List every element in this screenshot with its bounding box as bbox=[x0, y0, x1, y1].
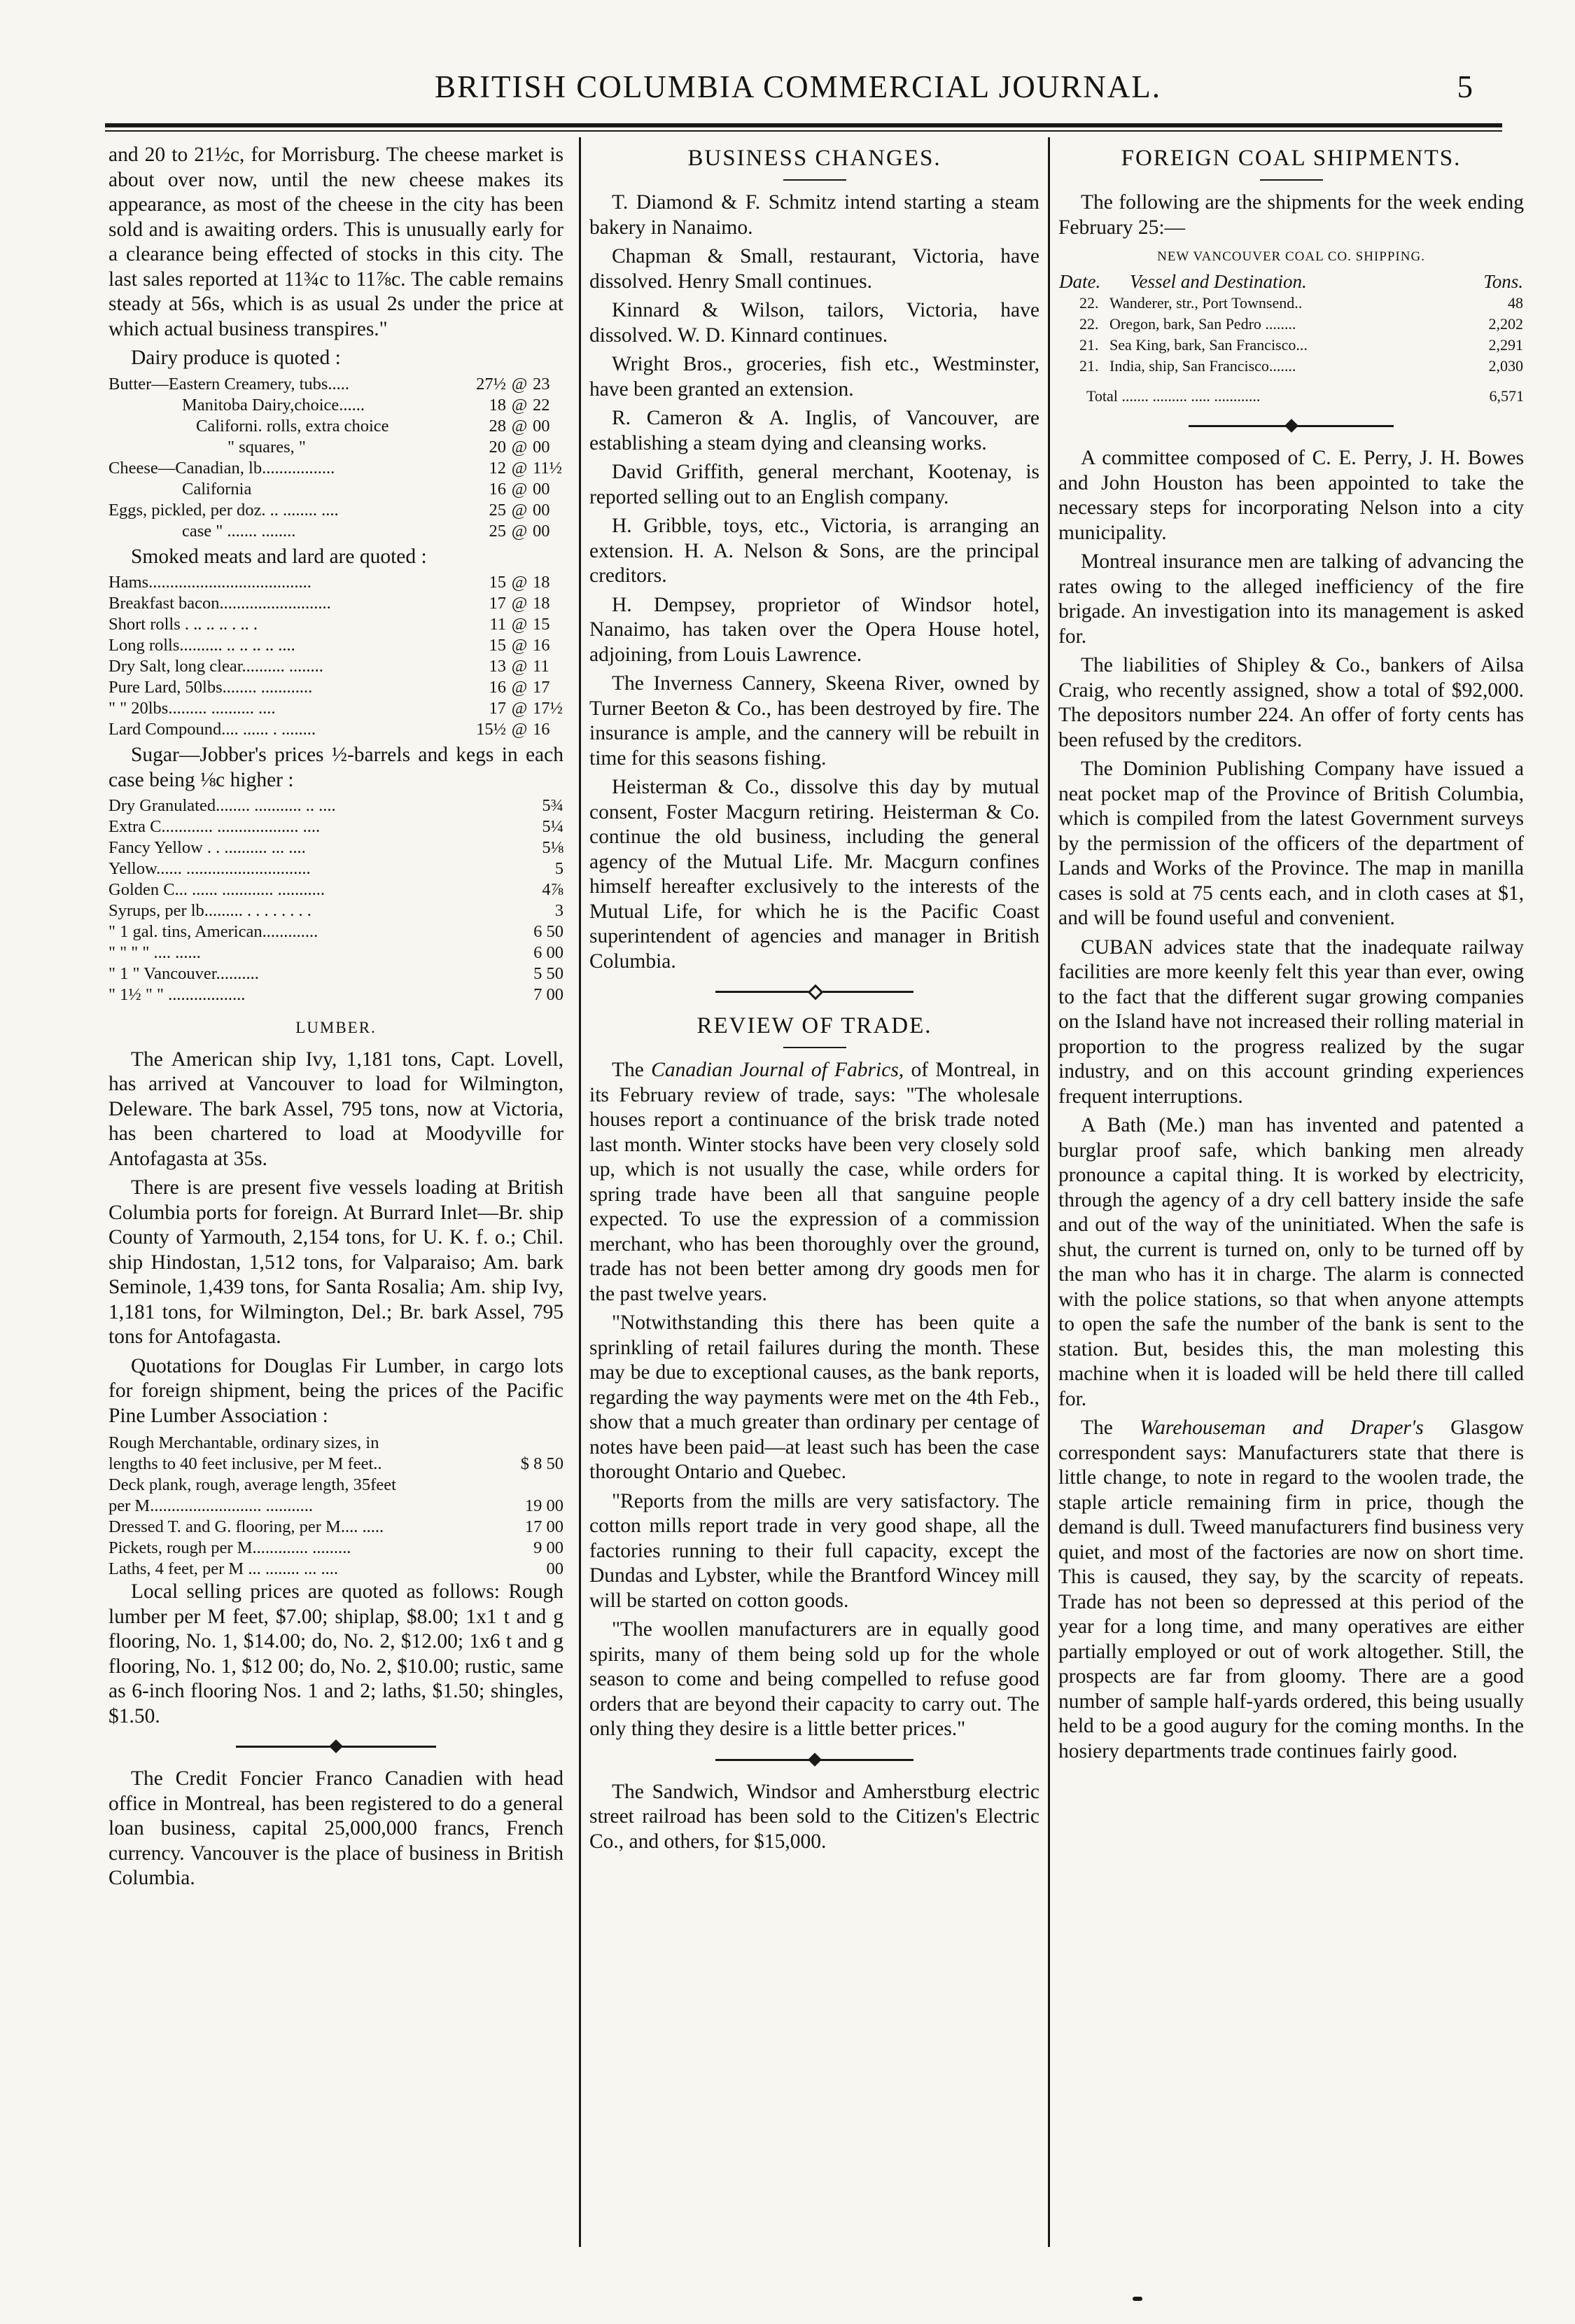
coal-intro: The following are the shipments for the week ending February 25:— bbox=[1058, 191, 1524, 239]
item-label: " 1½ " " .................. bbox=[108, 985, 246, 1004]
shipment-row bbox=[1058, 335, 1524, 356]
price-row bbox=[108, 858, 564, 879]
item-label: Short rolls . .. .. .. . .. . bbox=[108, 615, 258, 634]
price-low: 16 bbox=[489, 678, 506, 697]
masthead-rule-thick bbox=[105, 123, 1502, 127]
section-separator bbox=[108, 1736, 564, 1757]
price-row bbox=[108, 572, 564, 593]
at-sign: @ bbox=[511, 395, 528, 415]
journal-title: BRITISH COLUMBIA COMMERCIAL JOURNAL. bbox=[435, 69, 1161, 104]
price-low: 28 bbox=[489, 416, 506, 436]
price-row bbox=[108, 879, 564, 900]
item-label: California bbox=[182, 479, 252, 499]
shipment-row bbox=[1058, 314, 1524, 335]
glasgow-text: Glasgow correspondent says: Manufacturers state that there is little change, to note in regard to the woolen trade, the staple article remaining firm in price, though the demand is dull. Tweed manufacturers find business very quiet, and most of the factories are now on short time. This is caused, they say, by the scarcity of repeats. Trade has not been so depressed at this period of the year for a long time, and many operatives are either partially employed or out of work altogether. Still, the prospects are far from gloomy. There are a good number of sample half-yards ordered, this being usually held to be a good augury for the coming months. In the hosiery departments trade continues fairly good. bbox=[1058, 1417, 1524, 1762]
vessels-loading-paragraph: There is are present five vessels loading at British Columbia ports for foreign. At Burrard Inlet—Br. ship County of Yarmouth, 2,154 tons, for U. K. f. o.; Chil. ship Hindostan, 1,512 tons, for Valparaiso; Am. bark Seminole, 1,439 tons, for Santa Rosalia; Am. ship Ivy, 1,181 tons, for Wilmington, Del.; Br. bark Assel, 795 tons for Antofagasta. bbox=[108, 1176, 564, 1348]
vessel-header: Vessel and Destination. bbox=[1130, 270, 1307, 292]
price-high: 00 bbox=[533, 500, 550, 520]
item-price: 5¾ bbox=[542, 796, 564, 815]
business-change-item: H. Dempsey, proprietor of Windsor hotel, Nanaimo, has taken over the Opera House hotel, adjoining, from Louis Lawrence. bbox=[589, 593, 1040, 666]
price-row bbox=[108, 1496, 564, 1517]
price-row bbox=[108, 656, 564, 677]
item-price: 5⅛ bbox=[542, 838, 564, 857]
pocket-map-paragraph: The Dominion Publishing Company have issued a neat pocket map of the Province of British Columbia, which is compiled from the latest Government surveys by the permission of the officers of the department of Lands and Works of the Province. The map in manilla cases is sold at 75 cents each, and in cloth cases at $1, and will be found useful and convenient. bbox=[1058, 758, 1524, 929]
shipment-row bbox=[1058, 356, 1524, 377]
price-low: 13 bbox=[489, 657, 506, 676]
price-row bbox=[108, 458, 564, 479]
item-label: Pure Lard, 50lbs........ ............ bbox=[108, 678, 313, 697]
shipley-liabilities-paragraph: The liabilities of Shipley & Co., bankers of Ailsa Craig, who recently assigned, show a total of $92,000. The depositors number 224. An offer of forty cents has been refused by the creditors. bbox=[1058, 654, 1524, 751]
item-label: Dry Granulated........ ........... .. .... bbox=[108, 796, 336, 815]
price-row bbox=[108, 374, 564, 395]
price-high: 11 bbox=[533, 657, 550, 676]
price-high: 18 bbox=[533, 573, 550, 592]
business-changes-list bbox=[589, 190, 1040, 974]
total-label: Total ....... ......... ..... ............ bbox=[1086, 387, 1261, 405]
business-change-item: The Inverness Cannery, Skeena River, owned by Turner Beeton & Co., has been destroyed by fire. The insurance is ample, and the cannery will be rebuilt in time for this seasons fishing. bbox=[589, 672, 1040, 770]
montreal-insurance-paragraph: Montreal insurance men are talking of advancing the rates owing to the alleged inefficiency of the fire brigade. An investigation into its management is asked for. bbox=[1058, 550, 1524, 648]
lumber-price-table bbox=[108, 1433, 564, 1580]
at-sign: @ bbox=[511, 573, 528, 592]
shipment-date: 22. bbox=[1079, 314, 1099, 333]
item-label: Extra C............ ................... .... bbox=[108, 817, 321, 836]
item-label: Yellow...... ............................. bbox=[108, 859, 311, 878]
date-header: Date. bbox=[1059, 270, 1101, 292]
review-paragraph-2: "Notwithstanding this there has been quite a sprinkling of retail failures during the month. These may be due to exceptional causes, as the bank reports, regarding the way payments were met on the 4th Feb., show that a much greater than ordinary per centage of notes have been paid—at least such has been the case thorought Ontario and Quebec. bbox=[589, 1311, 1040, 1483]
at-sign: @ bbox=[511, 479, 528, 499]
item-label: Golden C... ...... ............ ........... bbox=[108, 880, 325, 899]
price-row bbox=[108, 635, 564, 656]
item-label: " " 20lbs......... .......... .... bbox=[108, 699, 276, 718]
item-price: 7 00 bbox=[533, 985, 564, 1004]
shipments-table bbox=[1058, 271, 1524, 377]
dairy-heading: Dairy produce is quoted : bbox=[131, 347, 341, 369]
business-changes-heading: BUSINESS CHANGES. bbox=[687, 146, 941, 171]
price-low: 15½ bbox=[476, 720, 506, 739]
item-price: 5 bbox=[554, 859, 564, 878]
price-row bbox=[108, 698, 564, 719]
heading-rule bbox=[1260, 179, 1323, 181]
shipment-date: 21. bbox=[1079, 335, 1099, 354]
price-row bbox=[108, 1433, 564, 1454]
item-label: Hams...................................... bbox=[108, 573, 312, 592]
item-label: Dry Salt, long clear.......... ........ bbox=[108, 657, 323, 676]
heading-rule bbox=[783, 179, 846, 181]
price-row bbox=[108, 1559, 564, 1580]
item-price: 19 00 bbox=[524, 1496, 564, 1515]
item-label: " 1 gal. tins, American............. bbox=[108, 922, 318, 941]
price-high: 00 bbox=[533, 416, 550, 436]
shipment-date: 22. bbox=[1079, 293, 1099, 312]
item-label: per M.......................... ........... bbox=[108, 1496, 313, 1515]
price-high: 22 bbox=[533, 395, 550, 415]
shipment-date: 21. bbox=[1079, 356, 1099, 375]
price-low: 12 bbox=[489, 458, 506, 478]
lumber-ship-ivy-paragraph: The American ship Ivy, 1,181 tons, Capt. Lovell, has arrived at Vancouver to load for Wilmington, Deleware. The bark Assel, 795 tons, now at Victoria, has been chartered to load at Moodyville for Antofagasta at 35s. bbox=[108, 1048, 564, 1170]
item-label: Syrups, per lb......... . . . . . . . . bbox=[108, 901, 312, 920]
price-high: 18 bbox=[533, 594, 550, 613]
price-low: 25 bbox=[489, 521, 506, 541]
at-sign: @ bbox=[511, 657, 528, 676]
column-divider-2 bbox=[1048, 137, 1050, 2247]
masthead-rule-thin bbox=[105, 130, 1502, 132]
item-label: Eggs, pickled, per doz. .. ........ .... bbox=[108, 500, 339, 520]
business-change-item: T. Diamond & F. Schmitz intend starting a steam bakery in Nanaimo. bbox=[589, 191, 1040, 239]
credit-foncier-paragraph: The Credit Foncier Franco Canadien with head office in Montreal, has been registered to do a general loan business, capital 25,000,000 francs, French currency. Vancouver is the place of business in British Columbia. bbox=[108, 1767, 564, 1889]
smoked-meats-price-table bbox=[108, 572, 564, 740]
price-row bbox=[108, 795, 564, 816]
price-row bbox=[108, 837, 564, 858]
price-high: 17½ bbox=[533, 699, 563, 718]
price-low: 20 bbox=[489, 437, 506, 457]
item-label: Pickets, rough per M............. ......... bbox=[108, 1538, 351, 1557]
heading-rule bbox=[783, 1047, 846, 1048]
lumber-heading: LUMBER. bbox=[295, 1019, 377, 1036]
price-row bbox=[108, 479, 564, 500]
review-text: The bbox=[612, 1059, 652, 1081]
item-label: Deck plank, rough, average length, 35feet bbox=[108, 1475, 396, 1494]
at-sign: @ bbox=[511, 636, 528, 655]
column-divider-1 bbox=[579, 137, 581, 2247]
column-1 bbox=[108, 143, 564, 2261]
review-of-trade-heading: REVIEW OF TRADE. bbox=[696, 1013, 932, 1038]
item-label: Manitoba Dairy,choice...... bbox=[182, 395, 365, 415]
item-label: Dressed T. and G. flooring, per M.... ..... bbox=[108, 1517, 384, 1536]
price-low: 16 bbox=[489, 479, 506, 499]
price-row bbox=[108, 1454, 564, 1475]
business-change-item: Chapman & Small, restaurant, Victoria, have dissolved. Henry Small continues. bbox=[589, 245, 1040, 293]
item-label: " 1 " Vancouver.......... bbox=[108, 964, 259, 983]
shipment-row bbox=[1058, 293, 1524, 314]
coal-shipments-heading: FOREIGN COAL SHIPMENTS. bbox=[1121, 146, 1462, 171]
price-high: 16 bbox=[533, 636, 550, 655]
tons-header: Tons. bbox=[1483, 270, 1523, 292]
item-label: " squares, " bbox=[227, 437, 306, 457]
price-row bbox=[108, 395, 564, 416]
at-sign: @ bbox=[511, 500, 528, 520]
item-label: Breakfast bacon.......................... bbox=[108, 594, 331, 613]
publication-title: Warehouseman and Draper's bbox=[1140, 1417, 1424, 1439]
total-value: 6,571 bbox=[1489, 387, 1524, 405]
price-high: 16 bbox=[533, 720, 550, 739]
business-change-item: R. Cameron & A. Inglis, of Vancouver, are establishing a steam dying and cleansing works. bbox=[589, 407, 1040, 454]
sugar-price-table bbox=[108, 795, 564, 1006]
shipment-vessel: India, ship, San Francisco....... bbox=[1110, 356, 1296, 375]
shipments-header-row bbox=[1058, 271, 1524, 293]
item-label: Lard Compound.... ...... . ........ bbox=[108, 720, 316, 739]
price-low: 25 bbox=[489, 500, 506, 520]
at-sign: @ bbox=[511, 615, 528, 634]
price-high: 15 bbox=[533, 615, 550, 634]
shipment-tons: 2,030 bbox=[1488, 356, 1523, 375]
price-row bbox=[108, 437, 564, 458]
price-low: 15 bbox=[489, 636, 506, 655]
price-row bbox=[108, 614, 564, 635]
at-sign: @ bbox=[511, 437, 528, 457]
price-row bbox=[108, 416, 564, 437]
page-number: 5 bbox=[1457, 69, 1474, 104]
item-label: Long rolls.......... .. .. .. .. .... bbox=[108, 636, 295, 655]
price-low: 18 bbox=[489, 395, 506, 415]
at-sign: @ bbox=[511, 594, 528, 613]
section-separator bbox=[1058, 415, 1524, 436]
price-high: 17 bbox=[533, 678, 550, 697]
price-row bbox=[108, 1517, 564, 1538]
page-mark bbox=[1133, 2297, 1142, 2301]
item-label: Rough Merchantable, ordinary sizes, in bbox=[108, 1433, 379, 1452]
price-row bbox=[108, 521, 564, 542]
shipments-total-row bbox=[1058, 377, 1524, 409]
section-separator bbox=[589, 981, 1040, 1002]
cheese-market-paragraph: and 20 to 21½c, for Morrisburg. The cheese market is about over now, until the new cheese makes its appearance, as most of the cheese in the city has been sold and is awaiting orders. This is unusually early for a clearance being effected of stocks in this city. The last sales reported at 11¾c to 11⅞c. The cable remains steady at 56s, which is as usual 2s under the price at which actual business transpires." bbox=[108, 144, 564, 340]
item-price: 6 00 bbox=[533, 943, 564, 962]
item-label: lengths to 40 feet inclusive, per M feet.. bbox=[108, 1454, 382, 1473]
shipment-vessel: Wanderer, str., Port Townsend.. bbox=[1110, 293, 1303, 312]
price-row bbox=[108, 900, 564, 921]
item-label: Fancy Yellow . . .......... ... .... bbox=[108, 838, 306, 857]
masthead bbox=[105, 69, 1491, 119]
price-row bbox=[108, 1538, 564, 1559]
price-row bbox=[108, 942, 564, 963]
at-sign: @ bbox=[511, 374, 528, 394]
shipment-tons: 2,202 bbox=[1488, 314, 1523, 333]
price-high: 00 bbox=[533, 437, 550, 457]
price-row bbox=[108, 963, 564, 984]
business-change-item: David Griffith, general merchant, Kootenay, is reported selling out to an English company. bbox=[589, 461, 1040, 508]
item-price: 5 50 bbox=[533, 964, 564, 983]
price-row bbox=[108, 593, 564, 614]
item-price: $ 8 50 bbox=[520, 1454, 564, 1473]
glasgow-trade-paragraph bbox=[1058, 1416, 1524, 1764]
dairy-price-table bbox=[108, 374, 564, 542]
price-row bbox=[108, 921, 564, 942]
price-low: 27½ bbox=[476, 374, 506, 394]
business-change-item: Heisterman & Co., dissolve this day by mutual consent, Foster Macgurn retiring. Heisterman & Co. continue the old business, including the general agency of the Mutual Life. Mr. Macgurn confines himself hereafter exclusively to the interests of the Mutual Life, for which he is the Pacific Coast superintendent of agencies and manager in British Columbia. bbox=[589, 776, 1040, 973]
burglar-safe-paragraph: A Bath (Me.) man has invented and patented a burglar proof safe, which banking men already pronounce a capital thing. It is worked by electricity, through the agency of a dry cell battery inside the safe and out of the way of the uninitiated. When the safe is shut, the current is turned on, only to be turned off by the man who has it in charge. The alarm is connected with the police stations, so that when anyone attempts to open the safe the number of the bank is sent to the station. But, besides this, the man molesting this machine when it is loaded will be held there till called for. bbox=[1058, 1114, 1524, 1410]
shipment-vessel: Oregon, bark, San Pedro ........ bbox=[1110, 314, 1296, 333]
price-row bbox=[108, 500, 564, 521]
item-label: Cheese—Canadian, lb................. bbox=[108, 458, 335, 478]
ship-company: NEW VANCOUVER COAL CO. SHIPPING. bbox=[1157, 249, 1425, 264]
at-sign: @ bbox=[511, 678, 528, 697]
item-price: 00 bbox=[546, 1559, 564, 1578]
electric-railroad-paragraph: The Sandwich, Windsor and Amherstburg electric street railroad has been sold to the Citizen's Electric Co., and others, for $15,000. bbox=[589, 1780, 1040, 1853]
price-high: 23 bbox=[533, 374, 550, 394]
item-label: Californi. rolls, extra choice bbox=[196, 416, 389, 436]
item-price: 3 bbox=[554, 901, 564, 920]
price-high: 11½ bbox=[533, 458, 562, 478]
business-change-item: Wright Bros., groceries, fish etc., Westminster, have been granted an extension. bbox=[589, 353, 1040, 401]
price-low: 17 bbox=[489, 594, 506, 613]
at-sign: @ bbox=[511, 720, 528, 739]
item-label: Laths, 4 feet, per M ... ........ ... .... bbox=[108, 1559, 338, 1578]
nelson-committee-paragraph: A committee composed of C. E. Perry, J. H. Bowes and John Houston has been appointed to take the necessary steps for incorporating Nelson into a city municipality. bbox=[1058, 447, 1524, 544]
price-row bbox=[108, 984, 564, 1006]
business-change-item: H. Gribble, toys, etc., Victoria, is arranging an extension. H. A. Nelson & Sons, are the principal creditors. bbox=[589, 515, 1040, 587]
review-paragraph-1 bbox=[589, 1058, 1040, 1307]
shipment-tons: 2,291 bbox=[1488, 335, 1523, 354]
review-paragraph-4: "The woollen manufacturers are in equally good spirits, many of them being sold up for the whole season to come and being compelled to refuse good orders that are beyond their capacity to carry out. The only thing they desire is a little better prices." bbox=[589, 1618, 1040, 1740]
at-sign: @ bbox=[511, 699, 528, 718]
column-3 bbox=[1058, 143, 1524, 2261]
price-row bbox=[108, 677, 564, 698]
business-change-item: Kinnard & Wilson, tailors, Victoria, have dissolved. W. D. Kinnard continues. bbox=[589, 299, 1040, 347]
publication-title: Canadian Journal of Fabrics, bbox=[651, 1059, 904, 1081]
at-sign: @ bbox=[511, 458, 528, 478]
column-2 bbox=[589, 143, 1040, 2261]
section-separator bbox=[589, 1749, 1040, 1770]
shipment-vessel: Sea King, bark, San Francisco... bbox=[1110, 335, 1308, 354]
local-prices-paragraph: Local selling prices are quoted as follows: Rough lumber per M feet, $7.00; shiplap, $8.00; 1x1 t and g flooring, No. 1, $14.00; do, No. 2, $12.00; 1x6 t and g flooring, No. 1, $12 00; do, No. 2, $10.00; rustic, same as 6-inch flooring Nos. 1 and 2; laths, $1.50; shingles, $1.50. bbox=[108, 1580, 564, 1727]
item-price: 17 00 bbox=[524, 1517, 564, 1536]
smoked-heading: Smoked meats and lard are quoted : bbox=[131, 545, 427, 568]
douglas-fir-paragraph: Quotations for Douglas Fir Lumber, in cargo lots for foreign shipment, being the prices of the Pacific Pine Lumber Association : bbox=[108, 1354, 564, 1427]
price-row bbox=[108, 719, 564, 740]
review-text: of Montreal, in its February review of trade, says: "The wholesale houses report a continuance of the brisk trade noted last month. Winter stocks have been very closely sold up, which is not usually the case, while orders for spring trade have been all that sanguine people expected. To use the expression of a commission merchant, who has been thoroughly over the ground, trade has not been better among dry goods men for the past twelve years. bbox=[589, 1059, 1040, 1305]
at-sign: @ bbox=[511, 521, 528, 541]
price-low: 11 bbox=[489, 615, 506, 634]
price-low: 17 bbox=[489, 699, 506, 718]
price-high: 00 bbox=[533, 479, 550, 499]
at-sign: @ bbox=[511, 416, 528, 436]
glasgow-text: The bbox=[1081, 1417, 1140, 1439]
price-low: 15 bbox=[489, 573, 506, 592]
cuban-advices-paragraph: CUBAN advices state that the inadequate railway facilities are more keenly felt this year than ever, owing to the fact that the different sugar growing companies on the Island have not increased their rolling material in proportion to the progress realized by the sugar industry, and on this account grinding experiences frequent interruptions. bbox=[1058, 935, 1524, 1108]
item-price: 6 50 bbox=[533, 922, 564, 941]
item-price: 5¼ bbox=[542, 817, 564, 836]
item-label: " " " " .... ...... bbox=[108, 943, 201, 962]
price-row bbox=[108, 816, 564, 837]
item-price: 4⅞ bbox=[542, 880, 564, 899]
sugar-heading: Sugar—Jobber's prices ½-barrels and kegs in each case being ⅛c higher : bbox=[108, 744, 564, 791]
review-paragraph-3: "Reports from the mills are very satisfactory. The cotton mills report trade in very good shape, all the factories running to their full capacity, except the Dundas and Lybster, while the Brantford Wincey mill will be started on cotton goods. bbox=[589, 1489, 1040, 1612]
item-label: Butter—Eastern Creamery, tubs..... bbox=[108, 374, 350, 394]
price-row bbox=[108, 1475, 564, 1496]
shipment-tons: 48 bbox=[1508, 293, 1523, 312]
item-label: case " ....... ........ bbox=[182, 521, 296, 541]
price-high: 00 bbox=[533, 521, 550, 541]
item-price: 9 00 bbox=[533, 1538, 564, 1557]
